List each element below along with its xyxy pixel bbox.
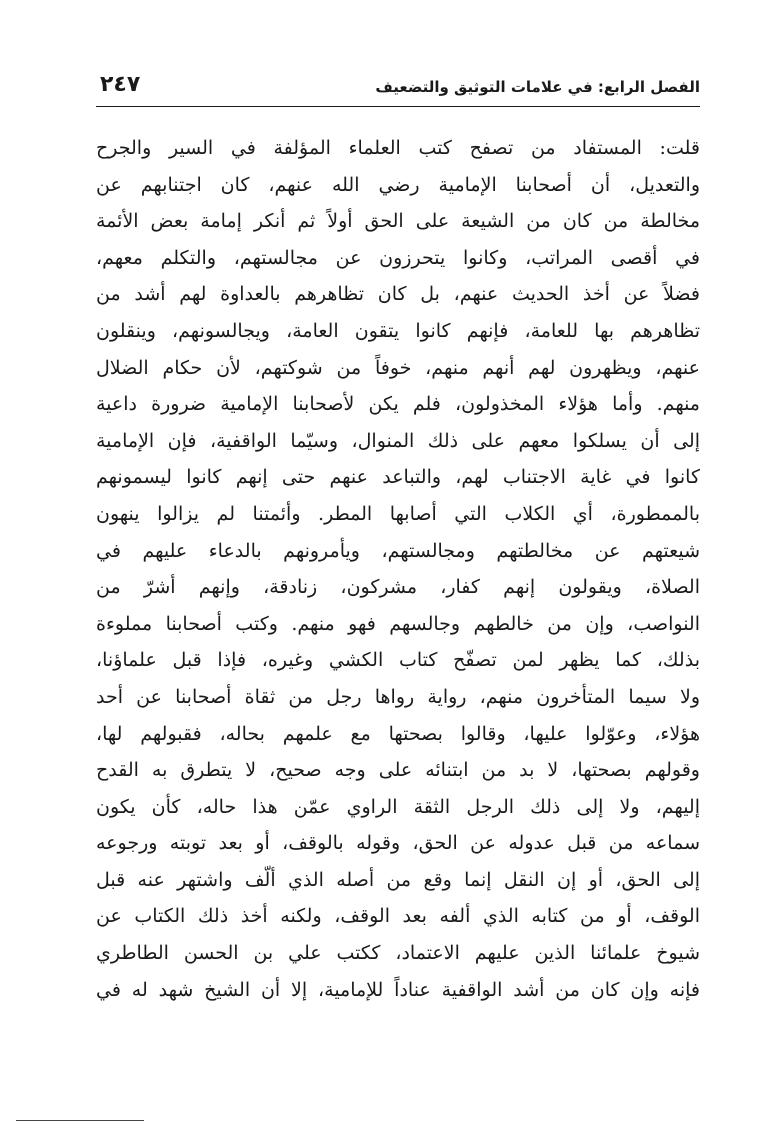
- text-line: فإنه وإن كان من أشد الواقفية عناداً للإمامية، إلا أن الشيخ شهد له في: [96, 978, 700, 1001]
- text-line: وقولهم بصحتها، لا بد من ابتنائه على وجه صحيح، لا يتطرق به القدح: [96, 759, 700, 782]
- text-line: والتعديل، أن أصحابنا الإمامية رضي الله عنهم، كان اجتنابهم عن: [96, 173, 700, 196]
- text-line: كانوا في غاية الاجتناب لهم، والتباعد عنهم حتى إنهم كانوا ليسمونهم: [96, 466, 700, 489]
- header-divider: [96, 106, 700, 107]
- text-line: مخالطة من كان من الشيعة على الحق أولاً ثم أنكر إمامة بعض الأئمة: [96, 210, 700, 233]
- text-line: تظاهرهم بها للعامة، فإنهم كانوا يتقون العامة، ويجالسونهم، وينقلون: [96, 319, 700, 342]
- text-line: ولا سيما المتأخرون منهم، رواية رواها رجل من ثقاة أصحابنا عن أحد: [96, 685, 700, 708]
- text-line: النواصب، وإن من خالطهم وجالسهم فهو منهم. وكتب أصحابنا مملوءة: [96, 612, 700, 635]
- running-header: [96, 72, 700, 106]
- text-line: في أقصى المراتب، وكانوا يتحرزون عن مجالستهم، والتكلم معهم،: [96, 246, 700, 269]
- text-line: فضلاً عن أخذ الحديث عنهم، بل كان تظاهرهم بالعداوة لهم أشد من: [96, 283, 700, 306]
- text-line: الصلاة، ويقولون إنهم كفار، مشركون، زنادقة، وإنهم أشرّ من: [96, 576, 700, 599]
- text-line: الوقف، أو من كتابه الذي ألفه بعد الوقف، ولكنه أخذ ذلك الكتاب عن: [96, 905, 700, 928]
- text-line: إلى أن يسلكوا معهم على ذلك المنوال، وسيّما الواقفية، فإن الإمامية: [96, 429, 700, 452]
- text-line: شيوخ علمائنا الذين عليهم الاعتماد، ككتب علي بن الحسن الطاطري: [96, 942, 700, 965]
- text-line: هؤلاء، وعوّلوا عليها، وقالوا بصحتها مع علمهم بحاله، فقبولهم لها،: [96, 722, 700, 745]
- text-line: بذلك، كما يظهر لمن تصفّح كتاب الكشي وغيره، فإذا قبل علماؤنا،: [96, 649, 700, 672]
- chapter-title: الفصل الرابع: في علامات التوثيق والتضعيف: [375, 78, 700, 96]
- text-line: قلت: المستفاد من تصفح كتب العلماء المؤلفة في السير والجرح: [96, 137, 700, 159]
- footnote-divider: [16, 1120, 144, 1121]
- text-line: إليهم، ولا إلى ذلك الرجل الثقة الراوي عمّن هذا حاله، كأن يكون: [96, 795, 700, 818]
- body-text: [96, 130, 700, 1008]
- text-line: عنهم، ويظهرون لهم أنهم منهم، خوفاً من شوكتهم، لأن حكام الضلال: [96, 356, 700, 379]
- text-line: منهم. وأما هؤلاء المخذولون، فلم يكن لأصحابنا الإمامية ضرورة داعية: [96, 393, 700, 416]
- text-line: شيعتهم عن مخالطتهم ومجالستهم، ويأمرونهم بالدعاء عليهم في: [96, 539, 700, 562]
- page-number: ٢٤٧: [100, 72, 141, 97]
- text-line: بالممطورة، أي الكلاب التي أصابها المطر. وأئمتنا لم يزالوا ينهون: [96, 502, 700, 525]
- text-line: سماعه من قبل عدوله عن الحق، وقوله بالوقف، أو بعد توبته ورجوعه: [96, 832, 700, 855]
- text-line: إلى الحق، أو إن النقل إنما وقع من أصله الذي ألّف واشتهر عنه قبل: [96, 868, 700, 891]
